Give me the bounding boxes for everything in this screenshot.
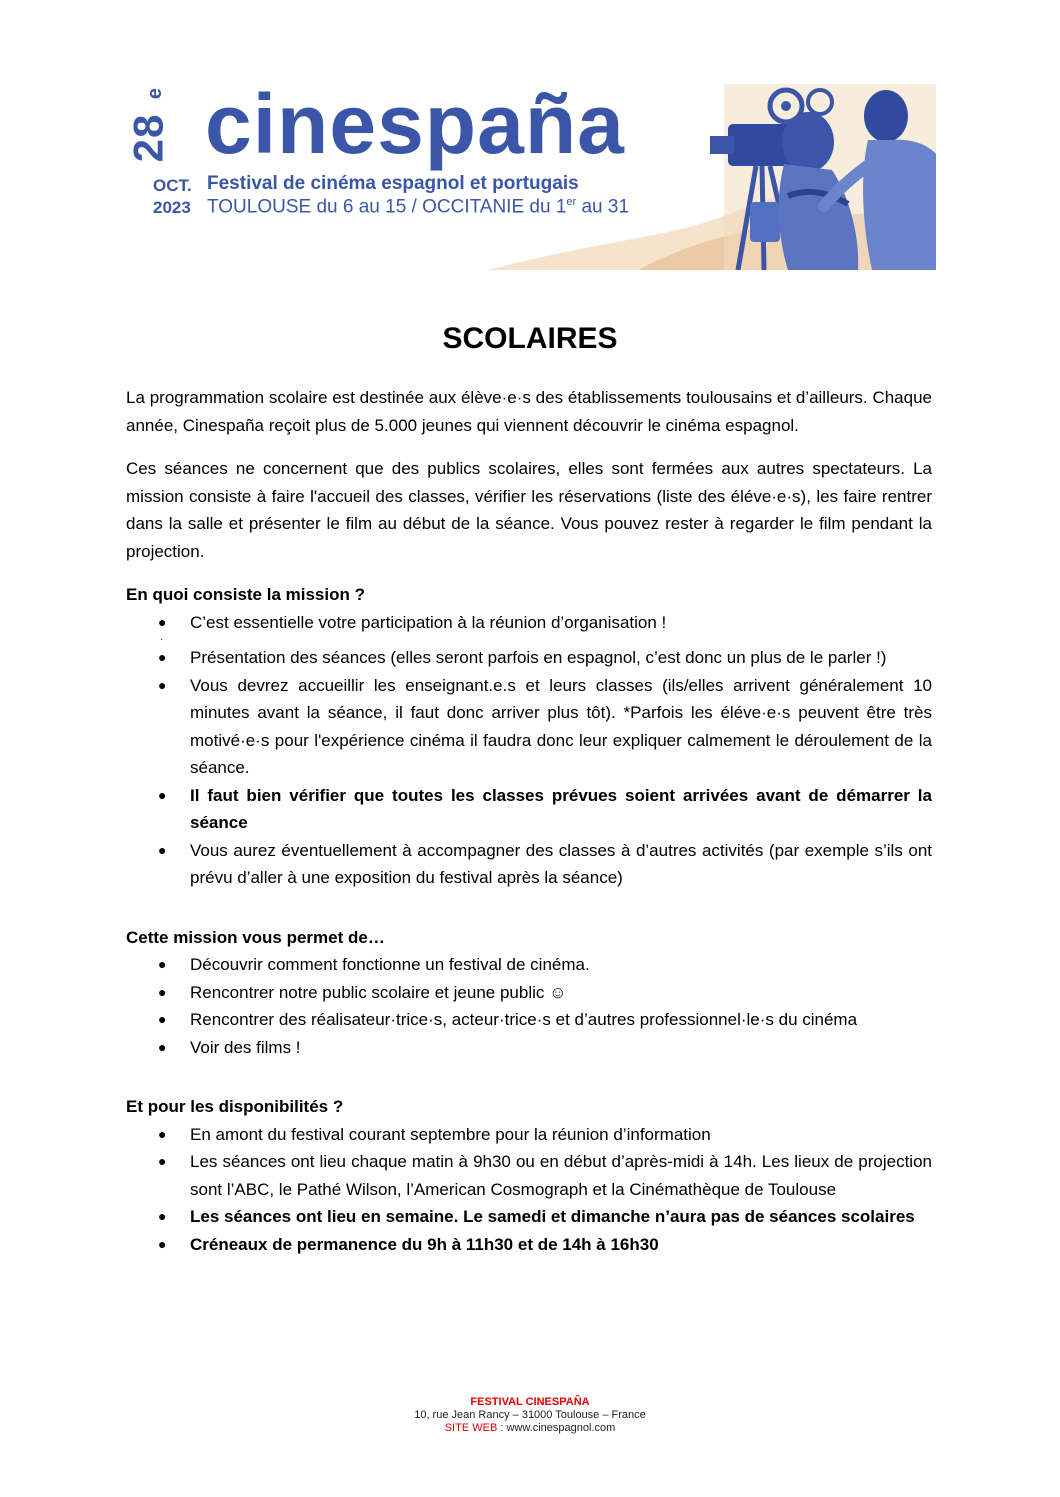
list-item: ● Présentation des séances (elles seront parfois en espagnol, c’est donc un plus de le parler !)	[126, 644, 932, 672]
edition-mark	[124, 87, 178, 170]
stray-dot: ·	[160, 634, 164, 645]
document-body	[126, 384, 932, 1276]
edition-suffix: e	[144, 87, 167, 100]
list-item: ● Rencontrer des réalisateur·trice·s, acteur·trice·s et d’autres professionnel·le·s du cinéma	[126, 1006, 932, 1034]
date-block	[153, 175, 192, 219]
list-item: ● Vous aurez éventuellement à accompagner des classes à d’autres activités (par exemple s’ils ont prévu d’aller à une exposition du festival après la séance)	[126, 837, 932, 892]
section-availability-heading: Et pour les disponibilités ?	[126, 1097, 344, 1116]
list-item: ● Rencontrer notre public scolaire et jeune public ☺	[126, 979, 932, 1007]
intro-paragraph-1: La programmation scolaire est destinée aux élève·e·s des établissements toulousains et d’ailleurs. Chaque année, Cinespaña reçoit plus de 5.000 jeunes qui viennent découvrir le cinéma espagnol.	[126, 388, 932, 435]
benefits-list	[126, 951, 932, 1061]
cinema-photo-illustration	[488, 84, 936, 270]
section-benefits-heading: Cette mission vous permet de…	[126, 927, 385, 947]
list-item: ● En amont du festival courant septembre pour la réunion d’information	[126, 1121, 932, 1149]
list-item: ● Créneaux de permanence du 9h à 11h30 et de 14h à 16h30	[126, 1231, 932, 1259]
festival-banner	[0, 0, 1060, 280]
list-item: ● Il faut bien vérifier que toutes les classes prévues soient arrivées avant de démarrer la séance	[126, 782, 932, 837]
dates-part-2: au 31	[576, 196, 630, 218]
mission-list	[126, 609, 932, 892]
list-item: ● Découvrir comment fonctionne un festival de cinéma.	[126, 951, 932, 979]
availability-list	[126, 1121, 932, 1259]
list-item: ● C’est essentielle votre participation à la réunion d’organisation !	[126, 609, 932, 637]
section-mission-heading: En quoi consiste la mission ?	[126, 585, 365, 604]
edition-number: 28	[124, 113, 172, 163]
footer-website	[0, 1422, 1060, 1435]
dates-part-1: TOULOUSE du 6 au 15 / OCCITANIE du 1	[207, 196, 567, 218]
page-title: SCOLAIRES	[442, 322, 618, 355]
intro-paragraph-2: Ces séances ne concernent que des publics scolaires, elles sont fermées aux autres spectateurs. La mission consiste à faire l'accueil des classes, vérifier les réservations (liste des éléve·e·s), les faire rentrer dans la salle et présenter le film au début de la séance. Vous pouvez rester à regarder le film pendant la projection.	[126, 459, 932, 561]
footer-website-link[interactable]: : www.cinespagnol.com	[497, 1422, 616, 1434]
footer-website-label: SITE WEB	[444, 1422, 498, 1434]
list-item: ● Les séances ont lieu chaque matin à 9h30 ou en début d’après-midi à 14h. Les lieux de projection sont l’ABC, le Pathé Wilson, l’American Cosmograph et la Cinémathèque de Toulouse	[126, 1148, 932, 1203]
festival-logo: cinespaña	[205, 77, 625, 171]
list-item: ● Vous devrez accueillir les enseignant.e.s et leurs classes (ils/elles arrivent généralement 10 minutes avant la séance, il faut donc arriver plus tôt). *Parfois les éléve·e·s peuvent être très motivé·e·s pour l'expérience cinéma il faudra donc leur expliquer calmement le déroulement de la séance.	[126, 672, 932, 782]
dates-superscript: er	[566, 196, 577, 208]
festival-year: 2023	[153, 198, 191, 217]
page-footer	[0, 1396, 1060, 1435]
footer-address: 10, rue Jean Rancy – 31000 Toulouse – France	[414, 1409, 646, 1421]
footer-festival-name: FESTIVAL CINESPAÑA	[470, 1396, 590, 1408]
list-item: ● Voir des films !	[126, 1034, 932, 1062]
festival-month: OCT.	[153, 176, 192, 195]
festival-subtitle: Festival de cinéma espagnol et portugais	[207, 173, 579, 194]
list-item: ● Les séances ont lieu en semaine. Le samedi et dimanche n’aura pas de séances scolaires	[126, 1203, 932, 1231]
